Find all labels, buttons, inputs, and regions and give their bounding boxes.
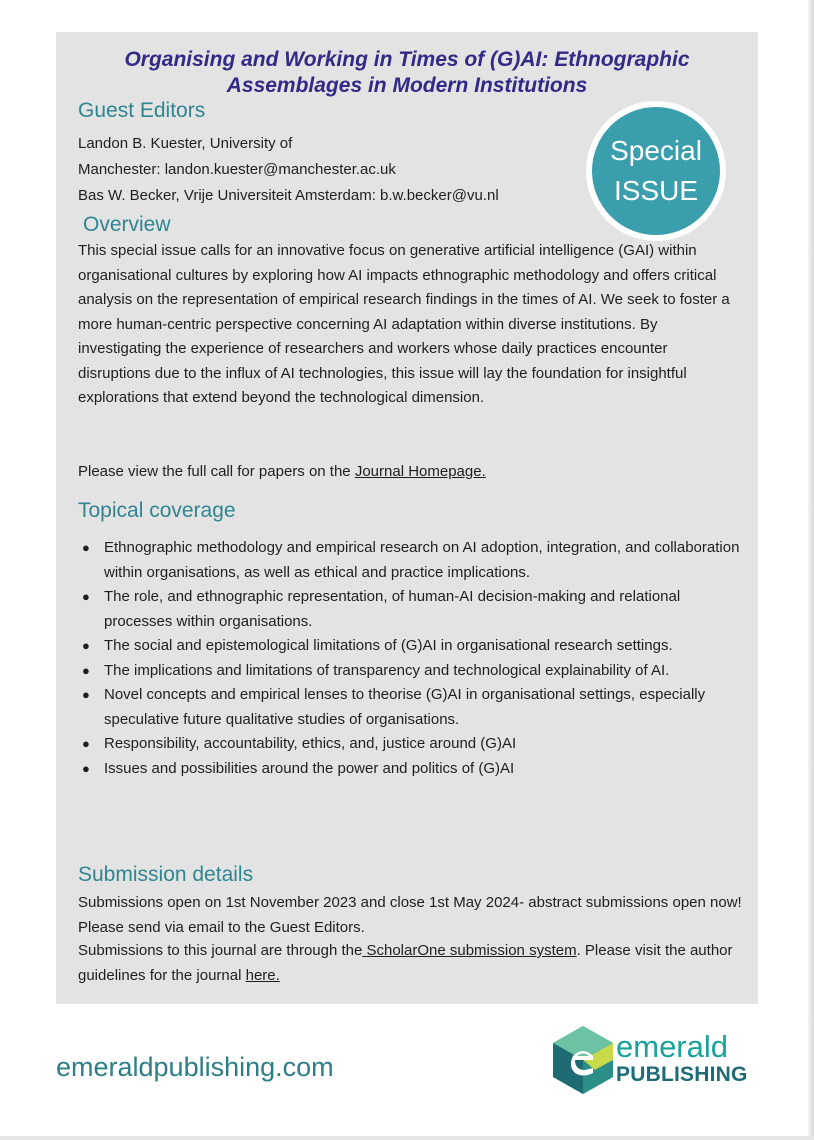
author-guidelines-link[interactable]: here.	[245, 966, 280, 984]
guest-editors-heading: Guest Editors	[78, 99, 206, 122]
list-item: ● Issues and possibilities around the power and politics of (G)AI	[82, 759, 515, 777]
badge-line-2: ISSUE	[613, 175, 699, 206]
page-bottom-edge	[0, 1136, 814, 1140]
list-item: ● Responsibility, accountability, ethics, and, justice around (G)AI	[82, 735, 517, 752]
list-item: ● Novel concepts and empirical lenses to theorise (G)AI in organisational settings, especially speculative future qualitative studies of organisations.	[82, 686, 706, 728]
list-item: ● The social and epistemological limitations of (G)AI in organisational research settings.	[82, 637, 673, 654]
logo-name: emerald	[616, 1029, 728, 1064]
submission-details-heading: Submission details	[78, 863, 254, 886]
page-title: Organising and Working in Times of (G)AI: Ethnographic Assemblages in Modern Institutions	[124, 48, 690, 97]
call-for-papers-line	[78, 460, 742, 485]
footer-url-link[interactable]: emeraldpublishing.com	[56, 1052, 334, 1082]
list-item: ● The implications and limitations of transparency and technological explainability of AI.	[82, 661, 670, 679]
list-item: ● The role, and ethnographic representation, of human-AI decision-making and relational processes within organisations.	[82, 588, 681, 630]
scholarone-link[interactable]: ScholarOne submission system	[362, 942, 577, 959]
topics-list	[78, 536, 748, 781]
list-item: ● Ethnographic methodology and empirical research on AI adoption, integration, and collaboration within organisations, as well as ethical and practice implications.	[82, 539, 740, 581]
special-issue-badge	[586, 101, 726, 241]
editor-line-3: Bas W. Becker, Vrije Universiteit Amsterdam: b.w.becker@vu.nl	[78, 187, 499, 204]
badge-line-1: Special	[610, 135, 702, 166]
journal-homepage-link[interactable]: Journal Homepage.	[354, 463, 486, 480]
page-edge-shadow	[808, 0, 814, 1140]
editor-line-2: Manchester: landon.kuester@manchester.ac.uk	[78, 161, 396, 178]
logo-wordmark	[616, 1030, 752, 1086]
overview-text: This special issue calls for an innovative focus on generative artificial intelligence (GAI) within organisational cultures by exploring how AI impacts ethnographic methodology and offers critical analysis on the representation of empirical research findings in the times of AI. We seek to foster a more human-centric perspective concerning AI adaptation within diverse institutions. By investigating the experience of researchers and workers whose daily practices encounter disruptions due to the influx of AI technologies, this issue will lay the foundation for insightful explorations that extend beyond the technological dimension.	[78, 242, 730, 406]
call-prefix: Please view the full call for papers on the	[78, 463, 355, 480]
content-panel	[56, 32, 758, 1004]
logo-sub: PUBLISHING	[616, 1063, 748, 1086]
editor-line-1: Landon B. Kuester, University of	[78, 135, 293, 152]
submission-text-2: Submissions to this journal are through the ScholarOne submission system. Please visit the author guidelines for the journal here.	[78, 942, 733, 984]
overview-heading: Overview	[83, 213, 171, 236]
submission-text-1: Submissions open on 1st November 2023 and close 1st May 2024- abstract submissions open now! Please send via email to the Guest Editors.	[78, 894, 742, 936]
emerald-logo-icon	[553, 1026, 613, 1094]
topical-coverage-heading: Topical coverage	[78, 499, 236, 522]
